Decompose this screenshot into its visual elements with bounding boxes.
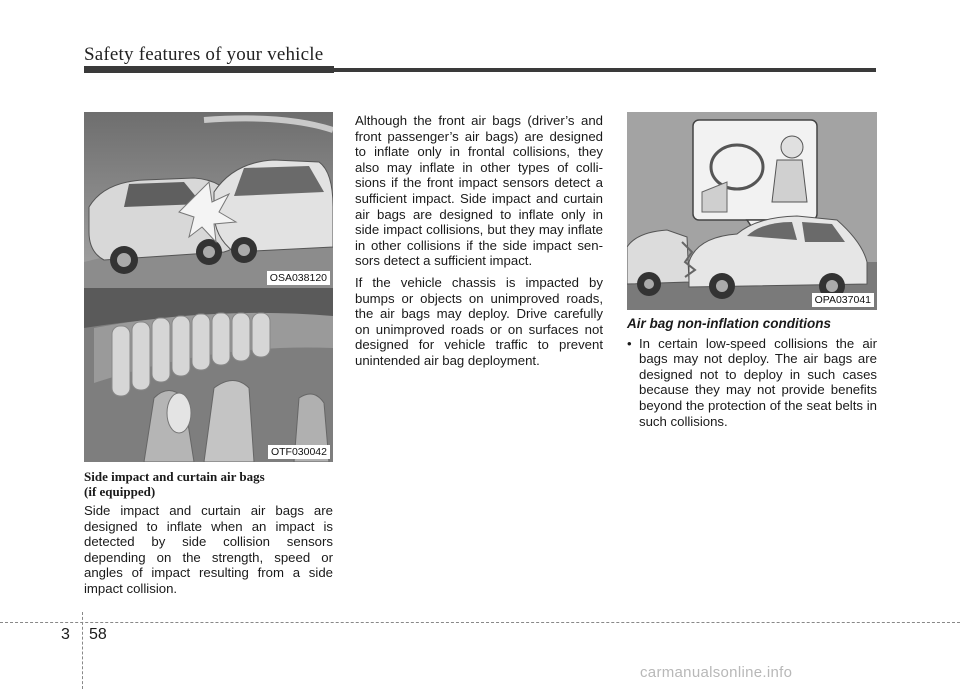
footer-rule [0,622,960,623]
section-heading-side-impact: Side impact and curtain air bags (if equipped) [84,469,265,499]
footer-divider [82,612,83,689]
column-front-air-bags [355,113,603,375]
figure-low-speed-collision [627,112,877,310]
section-heading-non-inflation: Air bag non-inflation conditions [627,316,831,331]
front-air-bag-paragraph: Although the front air bags (driver’s and front passenger’s air bags) are designed to inflate only in frontal collisions, they also may inflate in other types of colli-sions if the front impact sensors detect a sufficient impact. Side impact and curtain air bags are designed to inflate only in side impact collisions, but they may inflate in other collisions if the side impact sen-sors detect a sufficient impact. [355,113,603,269]
side-impact-paragraph: Side impact and curtain air bags are designed to inflate when an impact is detected by side collision sensors depending on the strength, speed or angles of impact resulting from a side impact collision. [84,503,333,596]
figure-code-label: OSA038120 [267,271,330,285]
figure-curtain-air-bags [84,288,333,462]
figure-code-label: OPA037041 [812,293,874,307]
column-side-impact [84,469,333,603]
chapter-number: 3 [61,626,70,643]
low-speed-collision-text: In certain low-speed collisions the air bags may not deploy. The air bags are designed not to deploy in such cases because they may not provide benefits beyond the protection of the seat belts in such collisions. [639,335,877,429]
chassis-impact-paragraph: If the vehicle chassis is impacted by bumps or objects on unimproved roads, the air bags may deploy. Drive carefully on unimproved roads or on surfaces not designed for vehicle traffic to prevent unintended air bag deployment. [355,274,603,368]
low-speed-collision-illustration [627,112,877,310]
figure-code-label: OTF030042 [268,445,330,459]
list-item [627,336,877,430]
page-number: 58 [89,626,107,643]
curtain-air-bag-illustration [84,288,333,462]
figure-side-impact-collision [84,112,333,288]
header-rule-accent [84,66,334,73]
side-impact-illustration [84,112,333,288]
watermark-text: carmanualsonline.info [640,664,793,681]
bullet-icon: • [627,335,632,351]
page-header-title: Safety features of your vehicle [84,44,324,65]
column-non-inflation [627,316,877,429]
